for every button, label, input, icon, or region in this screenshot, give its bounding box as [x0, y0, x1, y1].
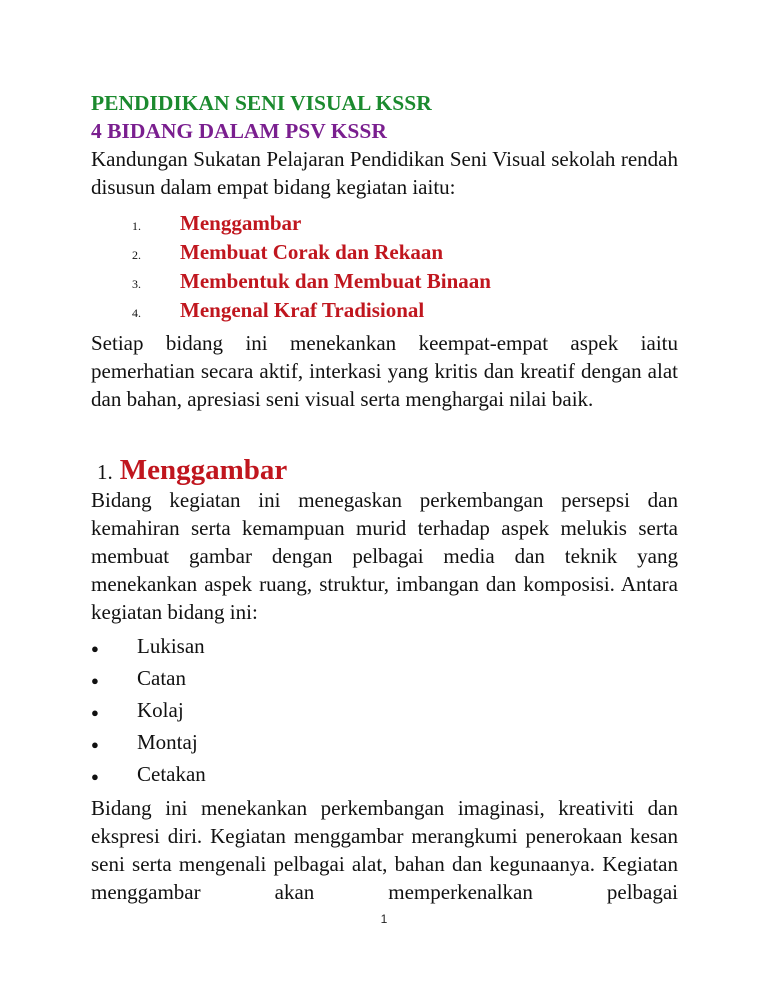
area-item: [91, 269, 678, 298]
area-item: [91, 240, 678, 269]
activity-item: [91, 730, 678, 762]
area-item: [91, 211, 678, 240]
document-title: PENDIDIKAN SENI VISUAL KSSR: [91, 91, 432, 115]
activities-list: [91, 634, 678, 794]
activity-label: Cetakan: [137, 762, 206, 786]
intro-paragraph: Kandungan Sukatan Pelajaran Pendidikan Seni Visual sekolah rendah disusun dalam empat bidang kegiatan iaitu:: [91, 147, 678, 199]
areas-list: [91, 211, 678, 327]
activity-label: Catan: [137, 666, 186, 690]
bullet-icon: ●: [91, 641, 99, 656]
activity-item: [91, 698, 678, 730]
activity-label: Lukisan: [137, 634, 205, 658]
section-heading: [91, 454, 678, 486]
area-number: 2.: [132, 248, 141, 262]
document-subtitle: 4 BIDANG DALAM PSV KSSR: [91, 119, 387, 143]
activity-item: [91, 666, 678, 698]
area-label: Mengenal Kraf Tradisional: [180, 298, 425, 322]
section-description: Bidang kegiatan ini menegaskan perkembangan persepsi dan kemahiran serta kemampuan murid terhadap aspek melukis serta membuat gambar dengan pelbagai media dan teknik yang menekankan aspek ruang, struktur, imbangan dan komposisi. Antara kegiatan bidang ini:: [91, 488, 678, 624]
activity-label: Montaj: [137, 730, 198, 754]
bullet-icon: ●: [91, 737, 99, 752]
bullet-icon: ●: [91, 673, 99, 688]
section-title: Menggambar: [119, 454, 288, 486]
area-number: 3.: [132, 277, 141, 291]
aspects-paragraph: Setiap bidang ini menekankan keempat-empat aspek iaitu pemerhatian secara aktif, interkasi yang kritis dan kreatif dengan alat dan bahan, apresiasi seni visual serta menghargai nilai baik.: [91, 331, 678, 411]
bullet-icon: ●: [91, 769, 99, 784]
activity-item: [91, 634, 678, 666]
area-label: Membentuk dan Membuat Binaan: [180, 269, 491, 293]
area-number: 1.: [132, 219, 141, 233]
area-number: 4.: [132, 306, 141, 320]
area-label: Membuat Corak dan Rekaan: [180, 240, 444, 264]
activity-item: [91, 762, 678, 794]
section-number: 1.: [97, 460, 113, 484]
closing-paragraph: Bidang ini menekankan perkembangan imaginasi, kreativiti dan ekspresi diri. Kegiatan menggambar merangkumi penerokaan kesan seni serta mengenali pelbagai alat, bahan dan kegunaanya. Kegiatan menggambar akan memperkenalkan pelbagai: [91, 796, 678, 904]
area-label: Menggambar: [180, 211, 302, 235]
bullet-icon: ●: [91, 705, 99, 720]
area-item: [91, 298, 678, 327]
activity-label: Kolaj: [137, 698, 184, 722]
page-number: 1: [380, 912, 388, 926]
page-content: [91, 89, 678, 906]
